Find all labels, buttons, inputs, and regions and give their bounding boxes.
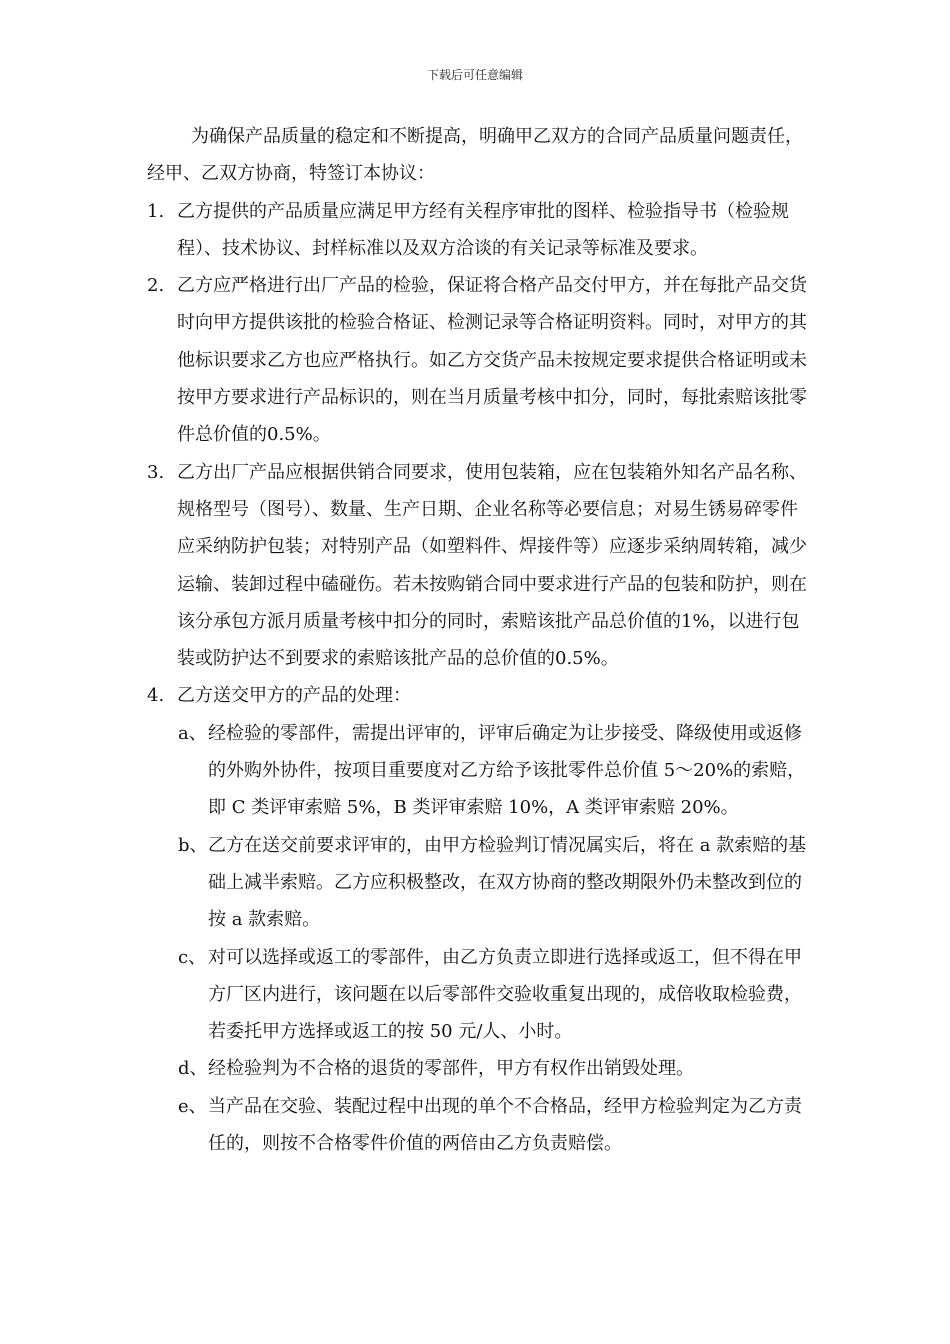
sub-item: [178, 827, 813, 939]
list-item: [147, 267, 813, 453]
sub-item: [178, 1050, 813, 1087]
intro-paragraph: 为确保产品质量的稳定和不断提高，明确甲乙双方的合同产品质量问题责任，经甲、乙双方协商，特签订本协议：: [147, 126, 803, 185]
sub-item-label: c、: [178, 946, 207, 968]
sub-item-label: b、: [178, 834, 208, 856]
sub-item-text: 经检验的零部件，需提出评审的，评审后确定为让步接受、降级使用或返修的外购外协件，按项目重要度对乙方给予该批零件总价值 5～20%的索赔，即 C 类评审索赔 5%，B 类评审索赔 10%，A 类评审索赔 20%。: [208, 722, 806, 819]
item-text: 乙方出厂产品应根据供销合同要求，使用包装箱，应在包装箱外知名产品名称、规格型号（图号）、数量、生产日期、企业名称等必要信息；对易生锈易碎零件应采纳防护包装；对特别产品（如塑料件、焊接件等）应逐步采纳周转箱，减少运输、装卸过程中磕碰伤。若未按购销合同中要求进行产品的包装和防护，则在该分承包方派月质量考核中扣分的同时，索赔该批产品总价值的1%，以进行包装或防护达不到要求的索赔该批产品的总价值的0.5%。: [177, 461, 807, 670]
item-number: 2.: [147, 275, 165, 297]
list-item: [147, 193, 813, 268]
item-text: 乙方送交甲方的产品的处理：: [177, 685, 411, 707]
sub-item: [178, 1088, 813, 1163]
item-number: 4.: [147, 685, 165, 707]
sub-item-label: e、: [178, 1095, 207, 1117]
page-header: 下载后可任意编辑: [426, 68, 523, 82]
list-item: [147, 677, 813, 714]
item-number: 1.: [147, 200, 165, 222]
sub-list: [147, 715, 813, 1163]
item-text: 乙方应严格进行出厂产品的检验，保证将合格产品交付甲方，并在每批产品交货时向甲方提供该批的检验合格证、检测记录等合格证明资料。同时，对甲方的其他标识要求乙方也应严格执行。如乙方交货产品未按规定要求提供合格证明或未按甲方要求进行产品标识的，则在当月质量考核中扣分，同时，每批索赔该批零件总价值的0.5%。: [177, 275, 807, 446]
sub-item: [178, 715, 813, 827]
item-number: 3.: [147, 461, 165, 483]
sub-item: [178, 939, 813, 1051]
item-text: 乙方提供的产品质量应满足甲方经有关程序审批的图样、检验指导书（检验规程）、技术协议、封样标准以及双方洽谈的有关记录等标准及要求。: [177, 200, 789, 259]
list-item: [147, 454, 813, 678]
sub-item-label: a、: [178, 722, 207, 744]
sub-item-label: d、: [178, 1058, 208, 1080]
sub-item-text: 当产品在交验、装配过程中出现的单个不合格品，经甲方检验判定为乙方责任的，则按不合格零件价值的两倍由乙方负责赔偿。: [208, 1095, 802, 1155]
sub-item-text: 对可以选择或返工的零部件，由乙方负责立即进行选择或返工，但不得在甲方厂区内进行，该问题在以后零部件交验收重复出现的，成倍收取检验费，若委托甲方选择或返工的按 50 元/人、小时。: [208, 946, 802, 1043]
sub-item-text: 经检验判为不合格的退货的零部件，甲方有权作出销毁处理。: [208, 1058, 694, 1080]
document-body: [147, 118, 813, 1162]
sub-item-text: 乙方在送交前要求评审的，由甲方检验判订情况属实后，将在 a 款索赔的基础上减半索赔。乙方应积极整改，在双方协商的整改期限外仍未整改到位的按 a 款索赔。: [208, 834, 807, 931]
